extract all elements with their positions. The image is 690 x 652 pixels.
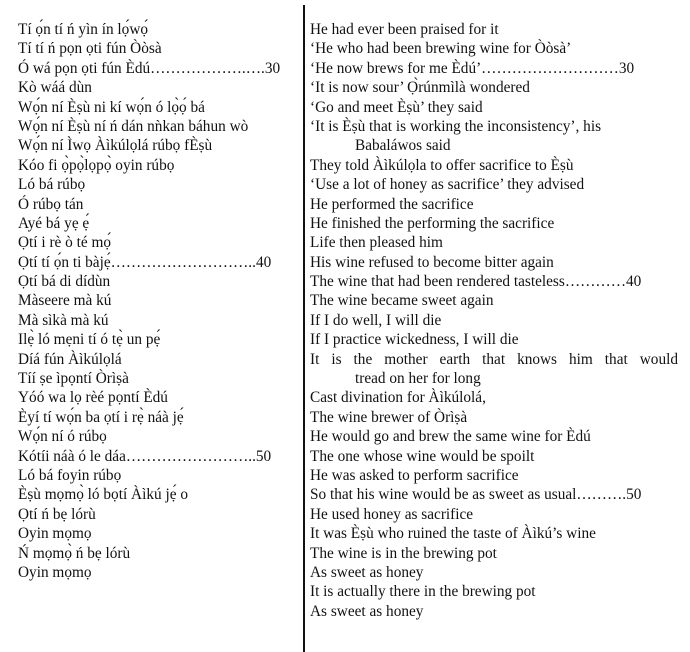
english-verse-line: Life then pleased him bbox=[310, 234, 443, 252]
yoruba-verse-line: Ń mọmọ̀ ń bẹ lórù bbox=[18, 544, 131, 562]
yoruba-verse-line: Oyin mọmọ bbox=[18, 563, 92, 581]
yoruba-verse-line: Kóo fi ọ̀pọ̀lọpọ̀ oyin rúbọ bbox=[18, 156, 175, 174]
english-verse-line: ‘It is Èṣù that is working the inconsistency’, his bbox=[310, 117, 602, 135]
yoruba-verse-line: Ló bá rúbọ bbox=[18, 176, 86, 194]
yoruba-verse-line: Tí ọ́n tí ń yìn ín lọ́wọ́ bbox=[18, 21, 149, 38]
english-verse-line: ‘It is now sour’ Ọ̀rúnmìlà wondered bbox=[310, 79, 530, 97]
yoruba-verse-line: Ọtí tí ọ́n ti bàjẹ́………………………..40 bbox=[18, 253, 272, 271]
english-verse-line: If I practice wickedness, I will die bbox=[310, 331, 519, 349]
english-verse-line: He had ever been praised for it bbox=[310, 21, 499, 38]
yoruba-verse-line: Ọtí bá di dídùn bbox=[18, 273, 111, 291]
english-verse-continuation: tread on her for long bbox=[355, 370, 481, 388]
english-verse-line: The wine that had been rendered tasteless…………40 bbox=[310, 273, 642, 291]
english-verse-line: So that his wine would be as sweet as usual……….50 bbox=[310, 486, 642, 504]
english-verse-line: As sweet as honey bbox=[310, 602, 424, 620]
english-verse-continuation: Babaláwos said bbox=[355, 137, 451, 155]
english-verse-line: ‘He who had been brewing wine for Òòsà’ bbox=[310, 40, 572, 58]
english-verse-line: They told Àìkúlọla to offer sacrifice to Èṣù bbox=[310, 156, 574, 174]
yoruba-verse-line: Ló bá foyin rúbọ bbox=[18, 466, 122, 484]
english-verse-line: It was Èṣù who ruined the taste of Àìkú’s wine bbox=[310, 525, 596, 543]
yoruba-verse-line: Wọ́n ní Èṣù ní ń dán nǹkan báhun wò bbox=[18, 117, 249, 135]
yoruba-verse-line: Ọtí i rè ò té mọ́ bbox=[18, 234, 112, 252]
yoruba-verse-line: Èyí tí wọ́n ba ọtí i rẹ̀ náà jẹ́ bbox=[18, 408, 184, 426]
english-verse-line: Cast divination for Àìkúlolá, bbox=[310, 389, 486, 407]
english-verse-line: His wine refused to become bitter again bbox=[310, 253, 554, 271]
yoruba-verse-line: Tí tí ń pọn ọti fún Òòsà bbox=[18, 40, 162, 58]
yoruba-verse-line: Màseere mà kú bbox=[18, 292, 112, 310]
yoruba-verse-line: Wọ́n ní ó rúbọ bbox=[18, 428, 107, 446]
yoruba-verse-line: Èṣù mọmọ̀ ló bọtí Àìkú jẹ́ o bbox=[18, 486, 188, 504]
yoruba-verse-line: Kótíi náà ó le dáa……………………..50 bbox=[18, 447, 272, 465]
yoruba-verse-line: Oyin mọmọ bbox=[18, 525, 92, 543]
yoruba-verse-line: Wọ́n ní Èṣù ni kí wọ́n ó lọ̀ọ́ bá bbox=[18, 98, 205, 116]
english-verse-line: He was asked to perform sacrifice bbox=[310, 466, 519, 484]
english-verse-line: He performed the sacrifice bbox=[310, 195, 474, 213]
english-verse-line: ‘Use a lot of honey as sacrifice’ they advised bbox=[310, 176, 585, 194]
english-verse-line: He used honey as sacrifice bbox=[310, 505, 474, 523]
english-verse-line: The wine became sweet again bbox=[310, 292, 494, 310]
yoruba-verse-line: Tíí ṣe ìpọntí Òrìṣà bbox=[18, 370, 129, 388]
column-divider bbox=[303, 5, 305, 652]
english-verse-line: The one whose wine would be spoilt bbox=[310, 447, 535, 465]
yoruba-verse-line: Ilẹ̀ ló mẹni tí ó tẹ̀ un pẹ́ bbox=[18, 331, 161, 349]
yoruba-verse-line: Yóó wa lọ rèé pọntí Èdú bbox=[18, 389, 168, 407]
yoruba-verse-line: Wọ́n ní Ìwọ Àìkúlọlá rúbọ fÈṣù bbox=[18, 137, 213, 155]
yoruba-verse-line: Ó wá pọn ọti fún Èdú……………….….30 bbox=[18, 59, 281, 77]
english-verse-line: The wine brewer of Òrìṣà bbox=[310, 408, 468, 426]
yoruba-verse-column bbox=[18, 20, 290, 582]
english-verse-line: If I do well, I will die bbox=[310, 311, 442, 329]
english-verse-line: The wine is in the brewing pot bbox=[310, 544, 497, 562]
english-verse-line: It is the mother earth that knows him that would bbox=[310, 350, 678, 368]
yoruba-verse-line: Ó rúbọ tán bbox=[18, 195, 84, 213]
yoruba-verse-line: Mà sìkà mà kú bbox=[18, 311, 109, 329]
english-verse-line: As sweet as honey bbox=[310, 563, 424, 581]
english-verse-line: It is actually there in the brewing pot bbox=[310, 583, 536, 601]
english-verse-line: He would go and brew the same wine for Èdú bbox=[310, 428, 591, 446]
yoruba-verse-line: Ọtí ń bẹ lórù bbox=[18, 505, 96, 523]
english-verse-line: ‘He now brews for me Èdú’………………………30 bbox=[310, 59, 635, 77]
yoruba-verse-line: Ayé bá yẹ ẹ́ bbox=[18, 214, 90, 232]
english-verse-line: ‘Go and meet Èṣù’ they said bbox=[310, 98, 483, 116]
english-verse-line: He finished the performing the sacrifice bbox=[310, 214, 555, 232]
yoruba-verse-line: Díá fún Àìkúlọlá bbox=[18, 350, 122, 368]
yoruba-verse-line: Kò wáá dùn bbox=[18, 79, 92, 97]
english-translation-column bbox=[310, 20, 678, 621]
